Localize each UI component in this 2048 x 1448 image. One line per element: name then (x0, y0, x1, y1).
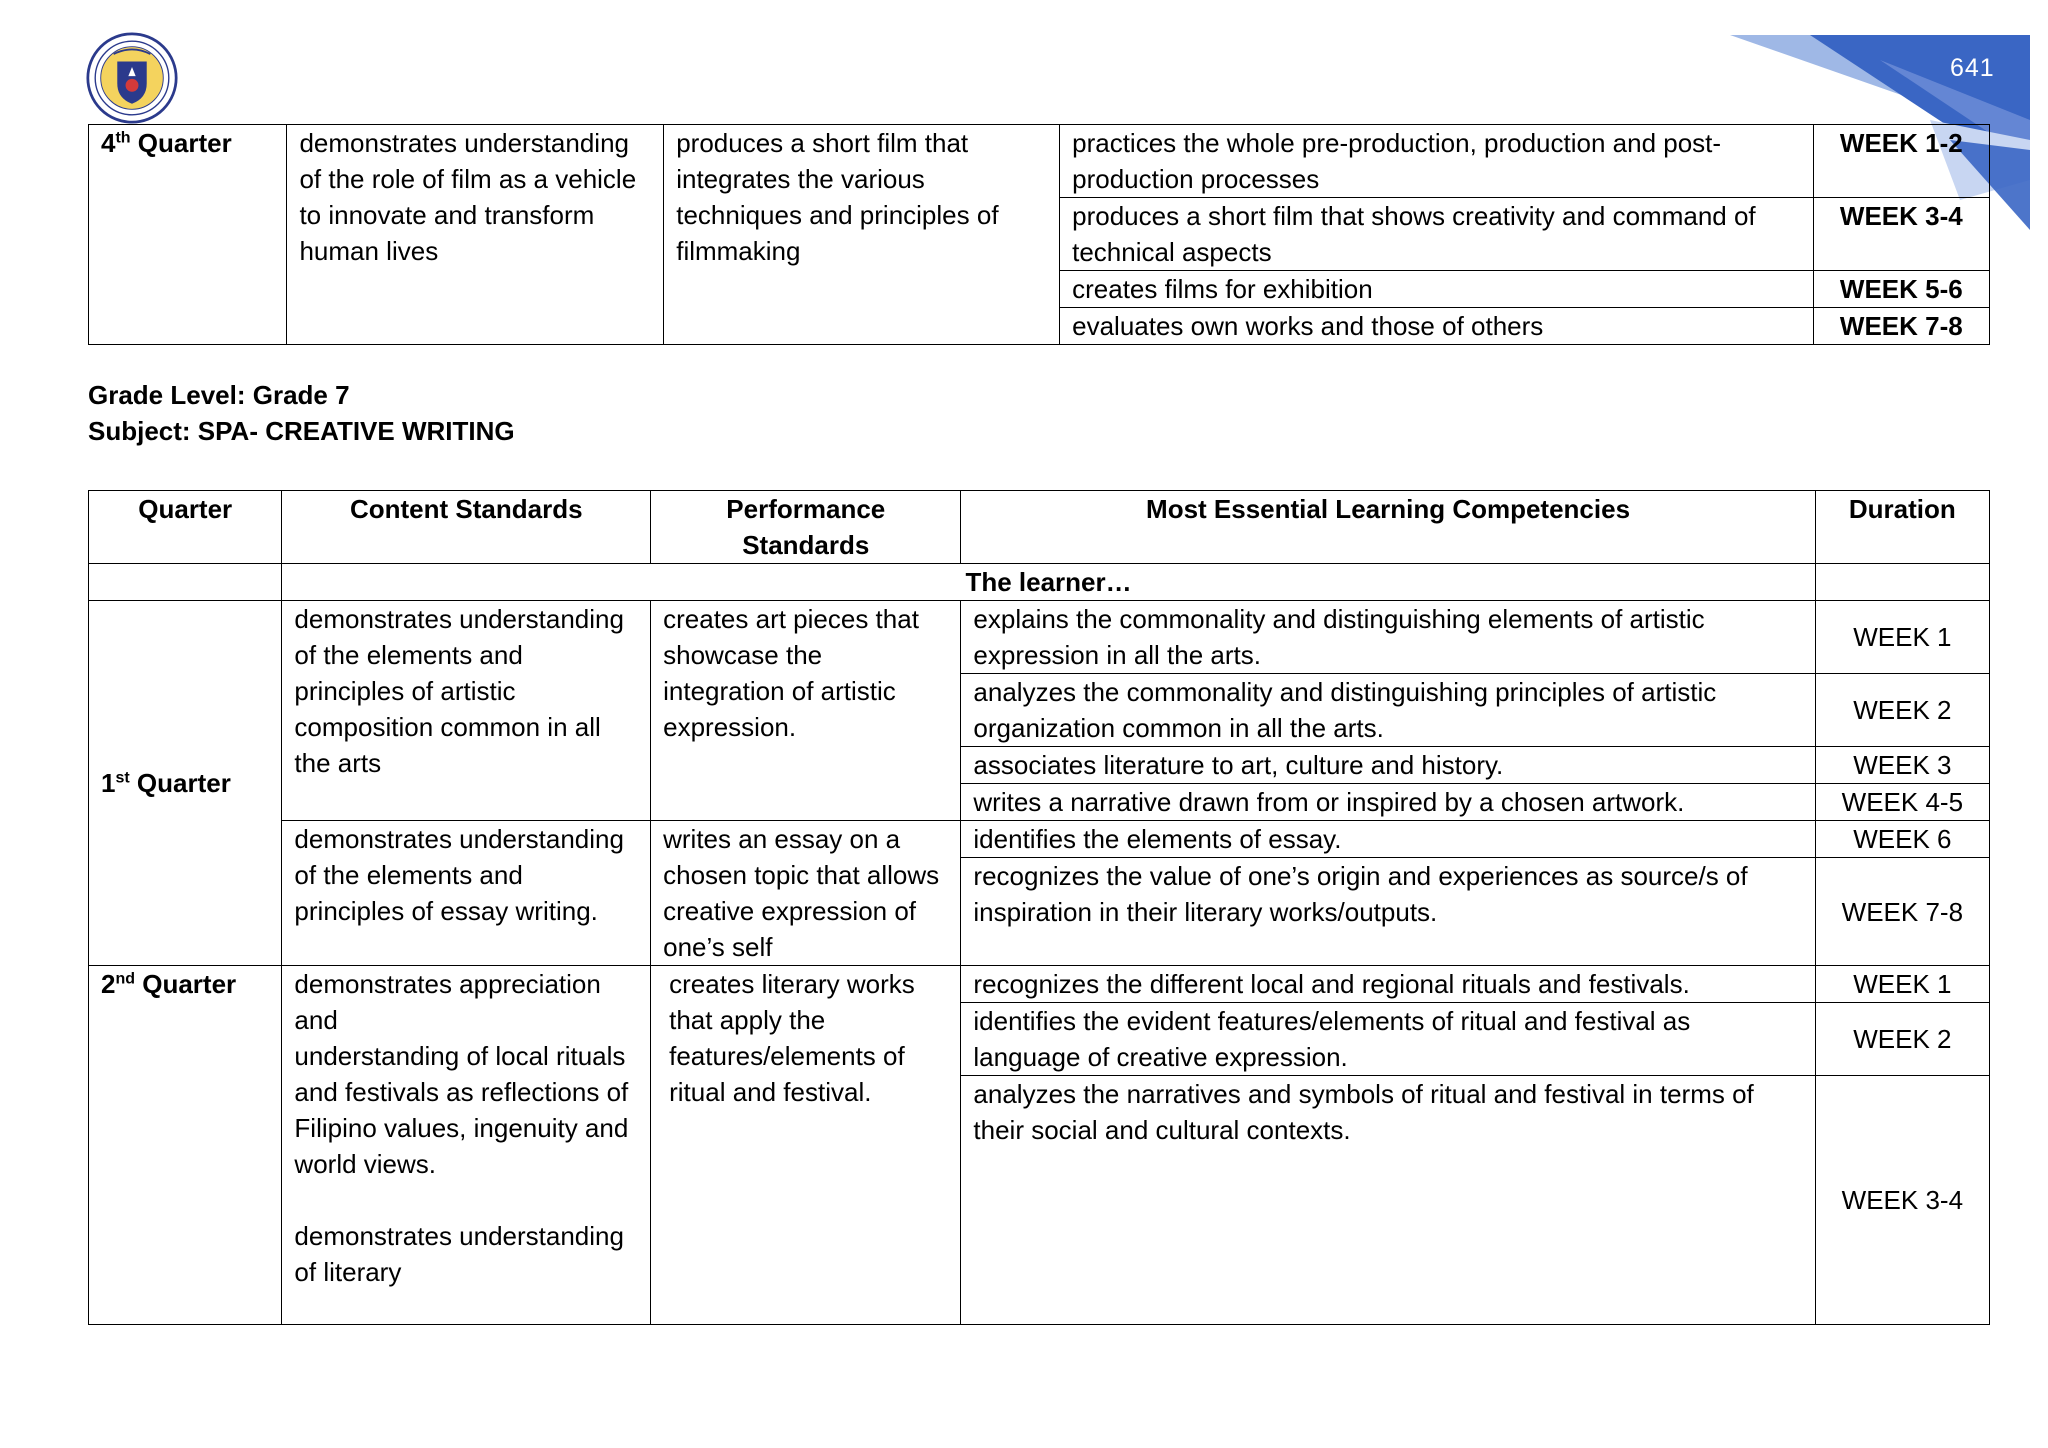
header-content-standards: Content Standards (282, 491, 651, 564)
competency-cell: analyzes the narratives and symbols of ritual and festival in terms of their social and cultural contexts. (961, 1076, 1815, 1325)
competency-cell: practices the whole pre-production, production and post-production processes (1060, 125, 1814, 198)
page-number: 641 (1950, 54, 1995, 82)
header-quarter: Quarter (89, 491, 282, 564)
duration-cell: WEEK 2 (1815, 1003, 1989, 1076)
grade-level-heading: Grade Level: Grade 7 (88, 380, 350, 410)
competency-cell: explains the commonality and distinguishing elements of artistic expression in all the arts. (961, 601, 1815, 674)
quarter-cell: 4th Quarter (89, 125, 287, 345)
competency-cell: evaluates own works and those of others (1060, 308, 1814, 345)
duration-cell: WEEK 4-5 (1815, 784, 1989, 821)
header-competencies: Most Essential Learning Competencies (961, 491, 1815, 564)
competency-cell: recognizes the different local and regional rituals and festivals. (961, 966, 1815, 1003)
quarter-cell: 1st Quarter (89, 601, 282, 966)
competency-cell: identifies the elements of essay. (961, 821, 1815, 858)
content-standard-cell: demonstrates understanding of the elements and principles of artistic composition common in all the arts (282, 601, 651, 821)
duration-cell: WEEK 3 (1815, 747, 1989, 784)
duration-cell: WEEK 7-8 (1815, 858, 1989, 966)
duration-cell: WEEK 3-4 (1813, 198, 1989, 271)
learner-row: The learner… (282, 564, 1815, 601)
competency-cell: identifies the evident features/elements of ritual and festival as language of creative expression. (961, 1003, 1815, 1076)
competency-cell: creates films for exhibition (1060, 271, 1814, 308)
duration-cell: WEEK 7-8 (1813, 308, 1989, 345)
duration-cell: WEEK 1 (1815, 601, 1989, 674)
deped-seal-logo (86, 32, 178, 124)
duration-cell: WEEK 5-6 (1813, 271, 1989, 308)
content-standard-cell: demonstrates understanding of the elements and principles of essay writing. (282, 821, 651, 966)
competency-cell: writes a narrative drawn from or inspired by a chosen artwork. (961, 784, 1815, 821)
performance-standard-cell: creates art pieces that showcase the integration of artistic expression. (651, 601, 961, 821)
competency-cell: recognizes the value of one’s origin and experiences as source/s of inspiration in their literary works/outputs. (961, 858, 1815, 966)
header-duration: Duration (1815, 491, 1989, 564)
subject-heading: Subject: SPA- CREATIVE WRITING (88, 416, 515, 446)
film-quarter-table (88, 124, 1990, 345)
content-standard-cell: demonstrates understanding of the role of film as a vehicle to innovate and transform human lives (287, 125, 664, 345)
creative-writing-table (88, 490, 1990, 1325)
duration-cell: WEEK 3-4 (1815, 1076, 1989, 1325)
performance-standard-cell: writes an essay on a chosen topic that allows creative expression of one’s self (651, 821, 961, 966)
performance-standard-cell: creates literary works that apply the features/elements of ritual and festival. (651, 966, 961, 1325)
duration-cell: WEEK 1 (1815, 966, 1989, 1003)
duration-cell: WEEK 1-2 (1813, 125, 1989, 198)
duration-cell: WEEK 2 (1815, 674, 1989, 747)
competency-cell: associates literature to art, culture and history. (961, 747, 1815, 784)
duration-cell: WEEK 6 (1815, 821, 1989, 858)
quarter-cell: 2nd Quarter (89, 966, 282, 1325)
header-performance-standards: Performance Standards (651, 491, 961, 564)
competency-cell: analyzes the commonality and distinguishing principles of artistic organization common in all the arts. (961, 674, 1815, 747)
competency-cell: produces a short film that shows creativity and command of technical aspects (1060, 198, 1814, 271)
performance-standard-cell: produces a short film that integrates the various techniques and principles of filmmaking (664, 125, 1060, 345)
content-standard-cell: demonstrates appreciation and understanding of local rituals and festivals as reflections of Filipino values, ingenuity and world views. demonstrates understanding of literary (282, 966, 651, 1325)
